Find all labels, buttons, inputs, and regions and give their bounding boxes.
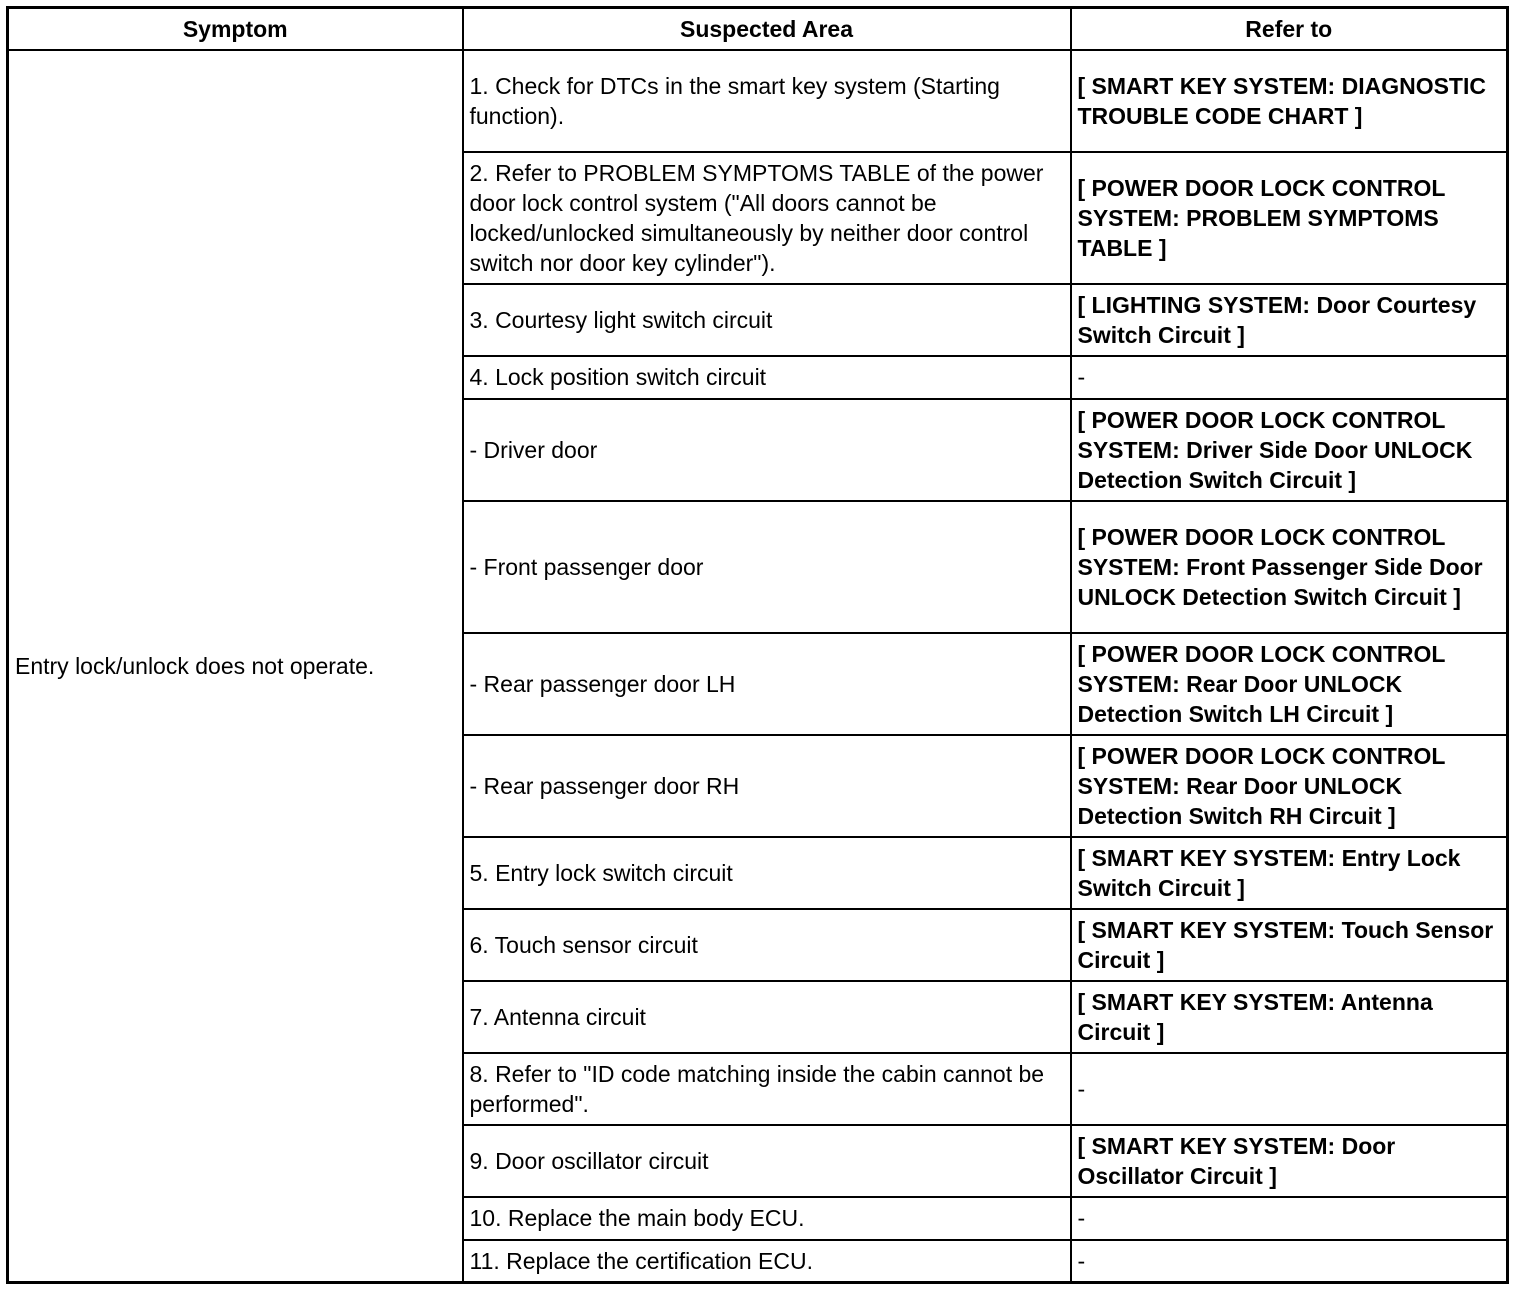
refer-to-cell: [ SMART KEY SYSTEM: Door Oscillator Circuit ] — [1071, 1125, 1508, 1197]
table-header-row — [8, 8, 1508, 50]
refer-to-cell: [ LIGHTING SYSTEM: Door Courtesy Switch Circuit ] — [1071, 284, 1508, 356]
suspected-area-cell: 3. Courtesy light switch circuit — [463, 284, 1071, 356]
suspected-area-cell: 4. Lock position switch circuit — [463, 356, 1071, 399]
refer-to-cell: - — [1071, 1240, 1508, 1283]
refer-to-cell: [ POWER DOOR LOCK CONTROL SYSTEM: Rear Door UNLOCK Detection Switch RH Circuit ] — [1071, 735, 1508, 837]
suspected-area-cell: 10. Replace the main body ECU. — [463, 1197, 1071, 1240]
refer-to-cell: [ POWER DOOR LOCK CONTROL SYSTEM: Driver Side Door UNLOCK Detection Switch Circuit ] — [1071, 399, 1508, 501]
refer-to-cell: [ POWER DOOR LOCK CONTROL SYSTEM: Rear Door UNLOCK Detection Switch LH Circuit ] — [1071, 633, 1508, 735]
header-refer-to: Refer to — [1071, 8, 1508, 50]
suspected-area-cell: 1. Check for DTCs in the smart key system (Starting function). — [463, 50, 1071, 152]
suspected-area-cell: - Rear passenger door RH — [463, 735, 1071, 837]
refer-to-cell: [ POWER DOOR LOCK CONTROL SYSTEM: PROBLEM SYMPTOMS TABLE ] — [1071, 152, 1508, 284]
suspected-area-cell: 11. Replace the certification ECU. — [463, 1240, 1071, 1283]
suspected-area-cell: - Driver door — [463, 399, 1071, 501]
refer-to-cell: [ POWER DOOR LOCK CONTROL SYSTEM: Front Passenger Side Door UNLOCK Detection Switch Circuit ] — [1071, 501, 1508, 633]
suspected-area-cell: - Front passenger door — [463, 501, 1071, 633]
symptom-cell: Entry lock/unlock does not operate. — [8, 50, 463, 1283]
suspected-area-cell: 5. Entry lock switch circuit — [463, 837, 1071, 909]
suspected-area-cell: 2. Refer to PROBLEM SYMPTOMS TABLE of the power door lock control system ("All doors cannot be locked/unlocked simultaneously by neither door control switch nor door key cylinder"). — [463, 152, 1071, 284]
suspected-area-cell: 8. Refer to "ID code matching inside the cabin cannot be performed". — [463, 1053, 1071, 1125]
refer-to-cell: - — [1071, 356, 1508, 399]
header-suspected-area: Suspected Area — [463, 8, 1071, 50]
refer-to-cell: - — [1071, 1053, 1508, 1125]
refer-to-cell: [ SMART KEY SYSTEM: Touch Sensor Circuit ] — [1071, 909, 1508, 981]
suspected-area-cell: 6. Touch sensor circuit — [463, 909, 1071, 981]
header-symptom: Symptom — [8, 8, 463, 50]
refer-to-cell: - — [1071, 1197, 1508, 1240]
suspected-area-cell: 9. Door oscillator circuit — [463, 1125, 1071, 1197]
problem-symptoms-table — [6, 6, 1509, 1284]
refer-to-cell: [ SMART KEY SYSTEM: Antenna Circuit ] — [1071, 981, 1508, 1053]
refer-to-cell: [ SMART KEY SYSTEM: DIAGNOSTIC TROUBLE CODE CHART ] — [1071, 50, 1508, 152]
suspected-area-cell: - Rear passenger door LH — [463, 633, 1071, 735]
refer-to-cell: [ SMART KEY SYSTEM: Entry Lock Switch Circuit ] — [1071, 837, 1508, 909]
suspected-area-cell: 7. Antenna circuit — [463, 981, 1071, 1053]
table-row — [8, 50, 1508, 152]
